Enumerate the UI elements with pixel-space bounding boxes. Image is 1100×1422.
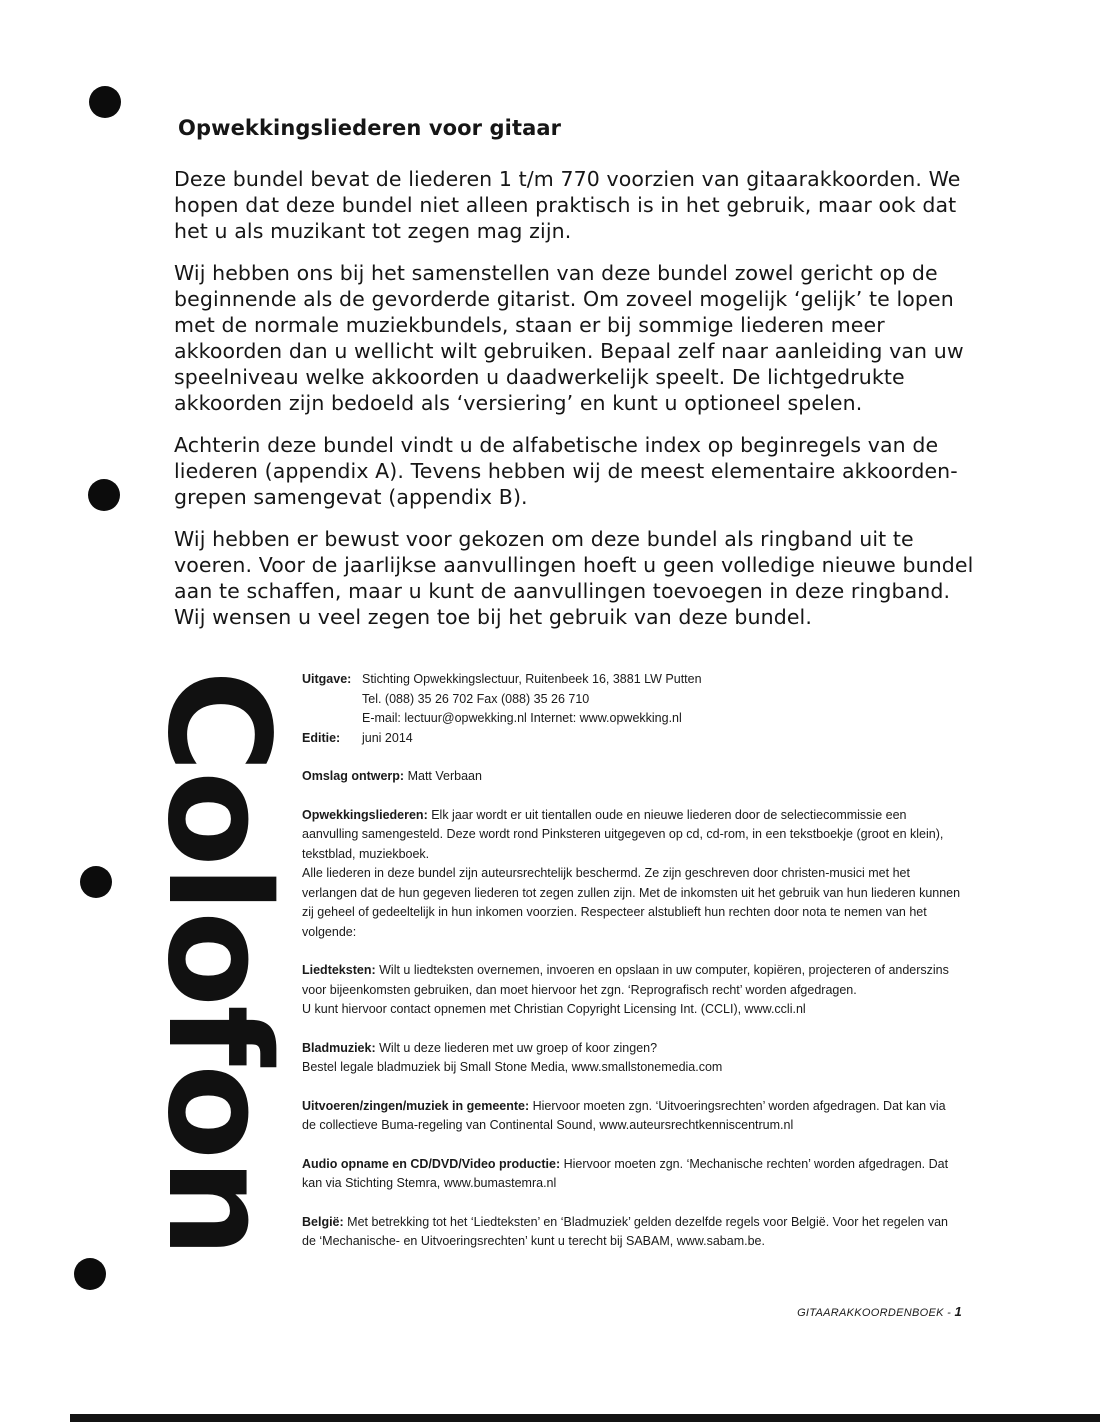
colofon-section: [302, 670, 962, 1252]
opwekkingsliederen-entry: [302, 806, 962, 943]
scan-edge: [70, 1414, 1100, 1422]
uitgave-entry: [302, 670, 962, 748]
scan-margin: [0, 0, 70, 1422]
opwekkingsliederen-text: Elk jaar wordt er uit tientallen oude en nieuwe liederen door de selectiecommissie een aanvulling samengesteld. Deze wordt rond Pinksteren uitgegeven op cd, cd-rom, in een tekstboekje (groot en klein), tekstblad, muziekboek.: [302, 807, 944, 861]
audio-text: Hiervoor moeten zgn. ‘Mechanische rechten’ worden afgedragen. Dat kan via Stichting Stemra, www.bumastemra.nl: [302, 1156, 949, 1190]
omslag-label: Omslag ontwerp:: [302, 769, 405, 783]
belgie-entry: [302, 1213, 962, 1252]
intro-text: [174, 166, 974, 646]
editie-value: juni 2014: [362, 730, 413, 745]
uitvoeren-text: Hiervoor moeten zgn. ‘Uitvoeringsrechten’ worden afgedragen. Dat kan via de collectieve Buma-regeling van Continental Sound, www.auteursrechtkenniscentrum.nl: [302, 1098, 946, 1132]
belgie-text: Met betrekking tot het ‘Liedteksten’ en ‘Bladmuziek’ gelden dezelfde regels voor België. Voor het regelen van de ‘Mechanische- en Uitvoeringsrechten’ kunt u terecht bij SABAM, www.sabam.be.: [302, 1214, 949, 1248]
page-title: Opwekkingsliederen voor gitaar: [178, 116, 562, 140]
uitvoeren-entry: [302, 1097, 962, 1136]
punch-hole: [80, 866, 112, 898]
audio-label: Audio opname en CD/DVD/Video productie:: [302, 1156, 561, 1171]
copyright-text: Alle liederen in deze bundel zijn auteursrechtelijk beschermd. Ze zijn geschreven door christen-musici met het verlangen dat de hun gegeven liederen tot zegen zullen zijn. Met de inkomsten uit het gebruik van hun liederen kunnen zij geheel of gedeeltelijk in hun inkomen voorzien. Respecteer alstublieft hun rechten door nota te nemen van het volgende:: [302, 866, 961, 939]
liedteksten-contact: U kunt hiervoor contact opnemen met Christian Copyright Licensing Int. (CCLI), www.ccli.nl: [302, 1002, 806, 1016]
bladmuziek-label: Bladmuziek:: [302, 1040, 376, 1055]
uitgave-label: Uitgave:: [302, 672, 352, 686]
editie-label: Editie:: [302, 730, 341, 745]
page-footer: [797, 1304, 962, 1319]
bladmuziek-contact: Bestel legale bladmuziek bij Small Stone Media, www.smallstonemedia.com: [302, 1060, 723, 1074]
intro-paragraph: Wij hebben er bewust voor gekozen om deze bundel als ringband uit te voeren. Voor de jaarlijkse aanvullingen hoeft u geen volledige nieuwe bundel aan te schaffen, maar u kunt de aanvullingen toevoegen in deze ringband. Wij wensen u veel zegen toe bij het gebruik van deze bundel.: [174, 527, 974, 629]
omslag-value: Matt Verbaan: [407, 769, 482, 783]
uitgave-contact: E-mail: lectuur@opwekking.nl Internet: www.opwekking.nl: [362, 711, 682, 725]
belgie-label: België:: [302, 1214, 344, 1229]
audio-entry: [302, 1155, 962, 1194]
intro-paragraph: Achterin deze bundel vindt u de alfabetische index op beginregels van de liederen (appendix A). Tevens hebben wij de meest elementaire akkoorden-grepen samengevat (appendix B).: [174, 433, 958, 509]
uitvoeren-label: Uitvoeren/zingen/muziek in gemeente:: [302, 1098, 530, 1113]
liedteksten-entry: [302, 961, 962, 1020]
intro-paragraph: Wij hebben ons bij het samenstellen van deze bundel zowel gericht op de beginnende als de gevorderde gitarist. Om zoveel mogelijk ‘gelijk’ te lopen met de normale muziekbundels, staan er bij sommige liederen meer akkoorden dan u wellicht wilt gebruiken. Bepaal zelf naar aanleiding van uw speelniveau welke akkoorden u daadwerkelijk speelt. De lichtgedrukte akkoorden zijn bedoeld als ‘versiering’ en kunt u optioneel spelen.: [174, 261, 964, 415]
punch-hole: [88, 479, 120, 511]
omslag-entry: [302, 767, 962, 787]
punch-hole: [74, 1258, 106, 1290]
colofon-heading: Colofon: [136, 670, 299, 1256]
liedteksten-text: Wilt u liedteksten overnemen, invoeren en opslaan in uw computer, kopiëren, projecteren of anderszins voor bijeenkomsten gebruiken, dan moet hiervoor het zgn. ‘Reprografisch recht’ worden afgedragen.: [302, 963, 949, 997]
liedteksten-label: Liedteksten:: [302, 963, 376, 977]
bladmuziek-entry: [302, 1039, 962, 1078]
intro-paragraph: Deze bundel bevat de liederen 1 t/m 770 voorzien van gitaarakkoorden. We hopen dat deze bundel niet alleen praktisch is in het gebruik, maar ook dat het u als muzikant tot zegen mag zijn.: [174, 167, 961, 243]
footer-book-title: GITAARAKKOORDENBOEK: [797, 1307, 944, 1319]
uitgave-address: Stichting Opwekkingslectuur, Ruitenbeek 16, 3881 LW Putten: [362, 672, 702, 686]
page-number: 1: [954, 1304, 962, 1319]
footer-separator: -: [943, 1307, 955, 1319]
opwekkingsliederen-label: Opwekkingsliederen:: [302, 807, 428, 822]
bladmuziek-text: Wilt u deze liederen met uw groep of koor zingen?: [379, 1040, 658, 1055]
punch-hole: [89, 86, 121, 118]
uitgave-phone: Tel. (088) 35 26 702 Fax (088) 35 26 710: [362, 691, 590, 706]
